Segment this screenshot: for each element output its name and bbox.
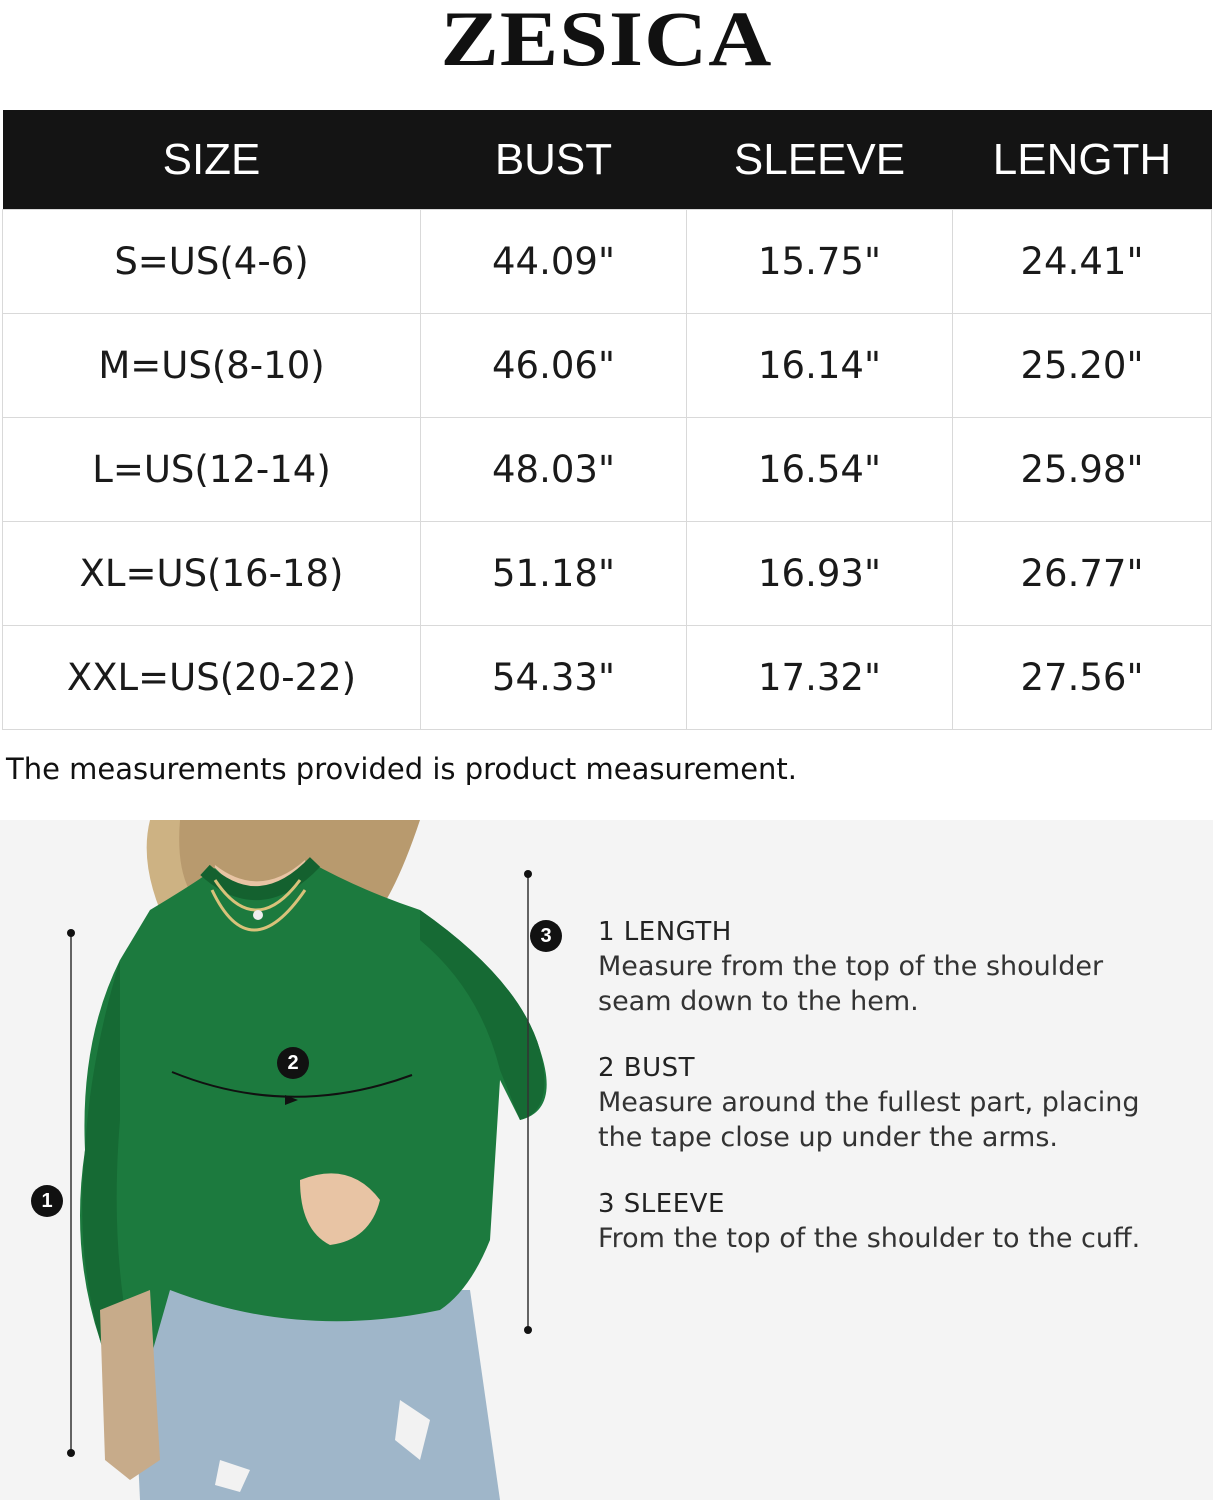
- instruction-desc: seam down to the hem.: [598, 986, 919, 1017]
- instruction-title: 1 LENGTH: [598, 917, 732, 947]
- measurement-note: The measurements provided is product measurement.: [6, 752, 798, 786]
- cell-length: 26.77": [953, 522, 1212, 626]
- cell-sleeve: 16.14": [687, 314, 953, 418]
- marker-1: 1: [31, 1185, 63, 1217]
- cell-size: XXL=US(20-22): [3, 626, 421, 730]
- size-chart-table: [2, 110, 1212, 730]
- cell-bust: 44.09": [421, 210, 687, 314]
- header-length: LENGTH: [953, 110, 1212, 210]
- cell-bust: 46.06": [421, 314, 687, 418]
- header-sleeve: SLEEVE: [687, 110, 953, 210]
- instruction-title: 3 SLEEVE: [598, 1189, 725, 1219]
- model-illustration: [0, 820, 568, 1500]
- jeans-shape: [130, 1290, 500, 1500]
- instruction-desc: Measure from the top of the shoulder: [598, 951, 1104, 982]
- table-row: [3, 314, 1212, 418]
- cell-bust: 51.18": [421, 522, 687, 626]
- instruction-length: [598, 915, 1103, 1019]
- table-header-row: [3, 110, 1212, 210]
- model-photo: [0, 820, 568, 1500]
- cell-size: XL=US(16-18): [3, 522, 421, 626]
- cell-bust: 54.33": [421, 626, 687, 730]
- cell-size: S=US(4-6): [3, 210, 421, 314]
- instruction-bust: [598, 1051, 1140, 1155]
- instruction-desc: Measure around the fullest part, placing: [598, 1087, 1140, 1118]
- marker-3: 3: [530, 920, 562, 952]
- brand-logo: ZESICA: [440, 0, 773, 82]
- marker-2: 2: [277, 1047, 309, 1079]
- instruction-title: 2 BUST: [598, 1053, 696, 1083]
- table-row: [3, 626, 1212, 730]
- cell-size: M=US(8-10): [3, 314, 421, 418]
- clutch-shape: [100, 1290, 160, 1480]
- cell-length: 24.41": [953, 210, 1212, 314]
- instruction-desc: From the top of the shoulder to the cuff.: [598, 1223, 1141, 1254]
- cell-length: 27.56": [953, 626, 1212, 730]
- instruction-desc: the tape close up under the arms.: [598, 1122, 1058, 1153]
- header-size: SIZE: [3, 110, 421, 210]
- table-row: [3, 522, 1212, 626]
- cell-length: 25.20": [953, 314, 1212, 418]
- header-bust: BUST: [421, 110, 687, 210]
- instruction-sleeve: [598, 1187, 1140, 1256]
- cell-size: L=US(12-14): [3, 418, 421, 522]
- cell-sleeve: 17.32": [687, 626, 953, 730]
- cell-length: 25.98": [953, 418, 1212, 522]
- table-row: [3, 210, 1212, 314]
- table-row: [3, 418, 1212, 522]
- cell-sleeve: 15.75": [687, 210, 953, 314]
- cell-bust: 48.03": [421, 418, 687, 522]
- cell-sleeve: 16.54": [687, 418, 953, 522]
- cell-sleeve: 16.93": [687, 522, 953, 626]
